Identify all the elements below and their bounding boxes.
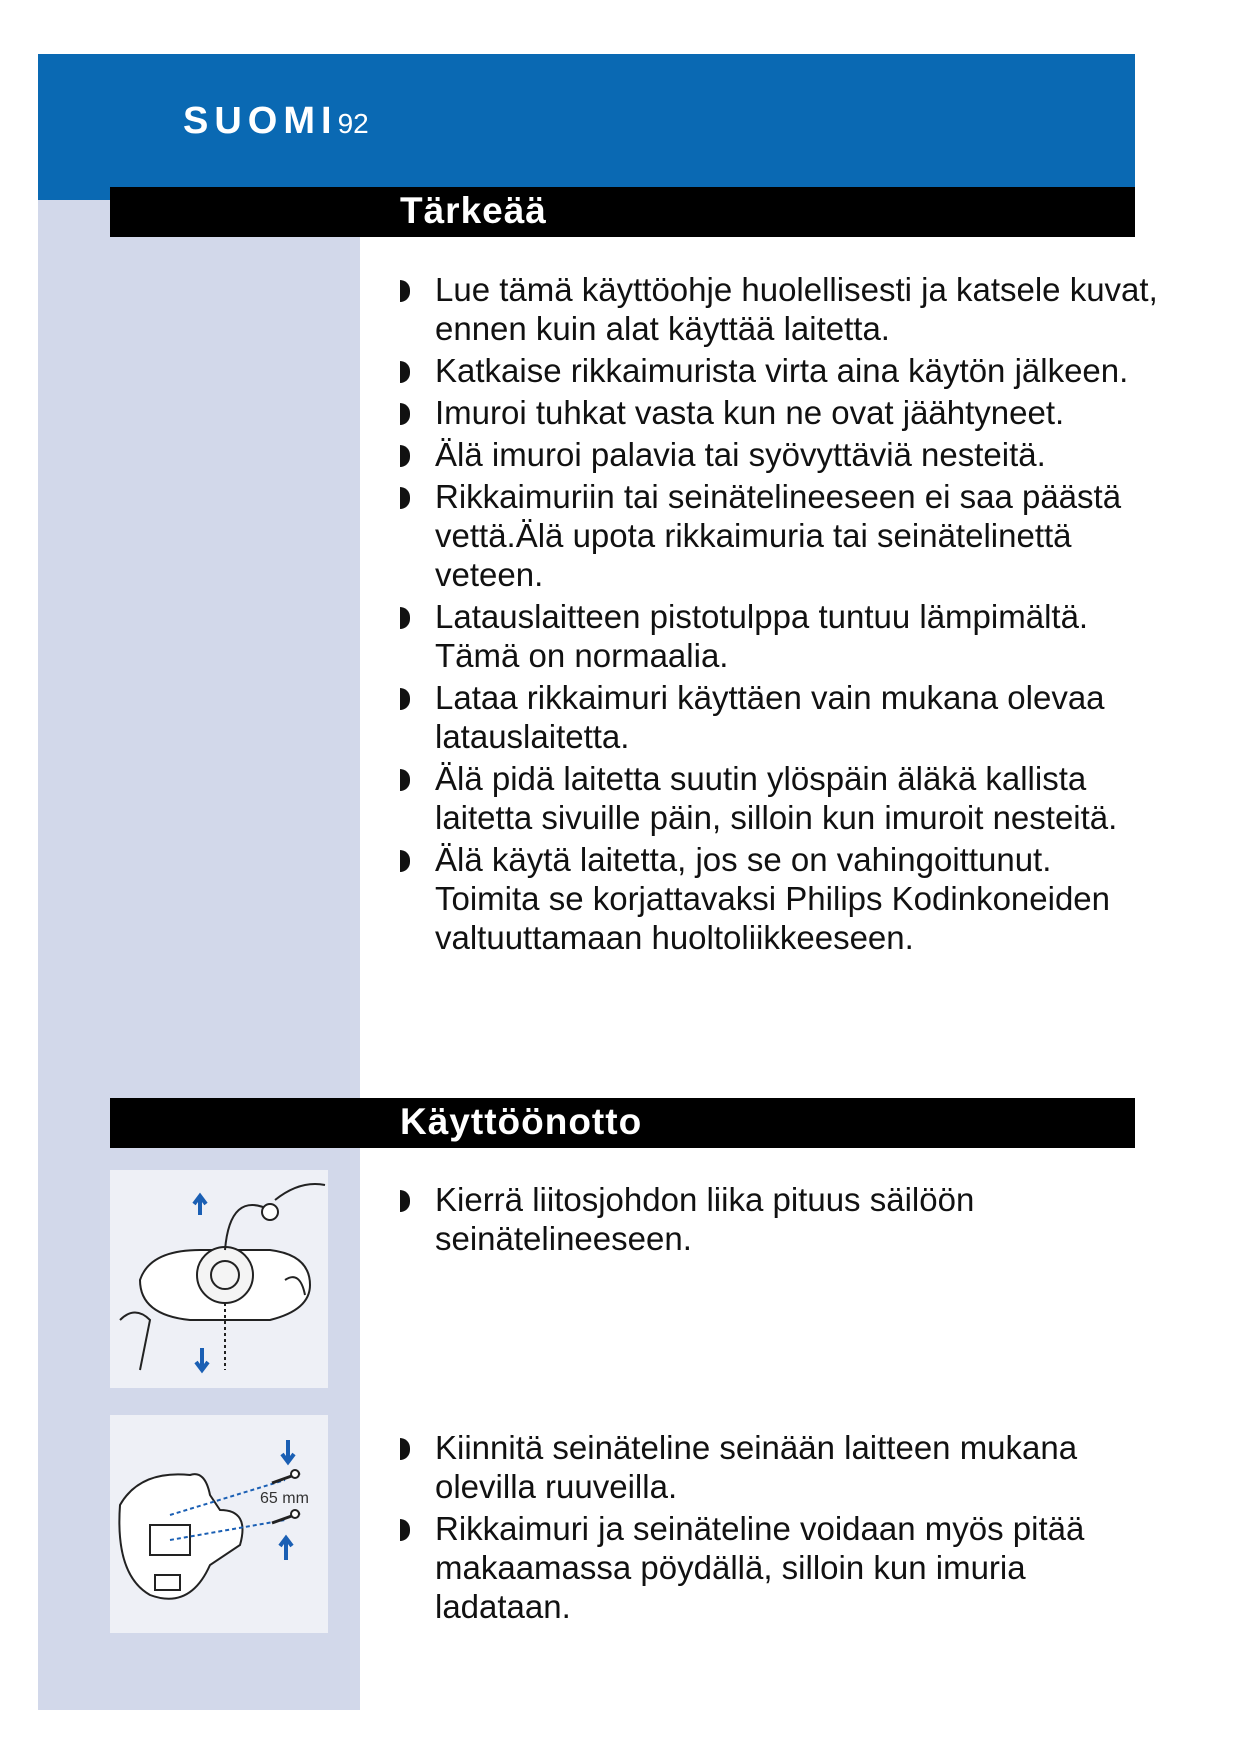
list-item: Katkaise rikkaimurista virta aina käytön jälkeen. bbox=[400, 351, 1160, 390]
dimension-label: 65 mm bbox=[260, 1490, 309, 1507]
section-bar-setup bbox=[110, 1098, 1135, 1148]
list-item: Älä pidä laitetta suutin ylöspäin äläkä kallista laitetta sivuille päin, silloin kun imuroit nesteitä. bbox=[400, 759, 1160, 837]
bullet-icon bbox=[400, 487, 410, 509]
bullet-icon bbox=[400, 850, 410, 872]
setup-list-2 bbox=[400, 1428, 1160, 1629]
bullet-icon bbox=[400, 403, 410, 425]
bullet-icon bbox=[400, 1438, 410, 1460]
list-item: Rikkaimuriin tai seinätelineeseen ei saa päästä vettä.Älä upota rikkaimuria tai seinätelinettä veteen. bbox=[400, 477, 1160, 594]
bullet-icon bbox=[400, 1519, 410, 1541]
bullet-icon bbox=[400, 688, 410, 710]
list-item: Kierrä liitosjohdon liika pituus säilöön seinätelineeseen. bbox=[400, 1180, 1160, 1258]
list-item: Rikkaimuri ja seinäteline voidaan myös pitää makaamassa pöydällä, silloin kun imuria ladataan. bbox=[400, 1509, 1160, 1626]
bullet-icon bbox=[400, 280, 410, 302]
bullet-icon bbox=[400, 1190, 410, 1212]
figure-wall-mounting bbox=[110, 1415, 328, 1633]
bullet-icon bbox=[400, 769, 410, 791]
bullet-icon bbox=[400, 445, 410, 467]
section-title-setup: Käyttöönotto bbox=[400, 1101, 643, 1142]
list-item: Imuroi tuhkat vasta kun ne ovat jäähtyneet. bbox=[400, 393, 1160, 432]
list-item: Lue tämä käyttöohje huolellisesti ja katsele kuvat, ennen kuin alat käyttää laitetta. bbox=[400, 270, 1160, 348]
page-language-label bbox=[183, 100, 369, 143]
list-item: Älä imuroi palavia tai syövyttäviä nesteitä. bbox=[400, 435, 1160, 474]
important-list bbox=[400, 270, 1160, 960]
cord-storage-illustration bbox=[110, 1170, 328, 1388]
bullet-icon bbox=[400, 607, 410, 629]
list-item: Kiinnitä seinäteline seinään laitteen mukana olevilla ruuveilla. bbox=[400, 1428, 1160, 1506]
page-number: 92 bbox=[337, 108, 369, 139]
setup-list-1 bbox=[400, 1180, 1160, 1261]
wall-mounting-illustration bbox=[110, 1415, 328, 1633]
section-bar-important bbox=[110, 187, 1135, 237]
list-item: Lataa rikkaimuri käyttäen vain mukana olevaa latauslaitetta. bbox=[400, 678, 1160, 756]
language-name: SUOMI bbox=[183, 100, 338, 142]
figure-cord-storage bbox=[110, 1170, 328, 1388]
bullet-icon bbox=[400, 361, 410, 383]
list-item: Latauslaitteen pistotulppa tuntuu lämpimältä. Tämä on normaalia. bbox=[400, 597, 1160, 675]
list-item: Älä käytä laitetta, jos se on vahingoittunut. Toimita se korjattavaksi Philips Kodinkoneiden valtuuttamaan huoltoliikkeeseen. bbox=[400, 840, 1160, 957]
section-title-important: Tärkeää bbox=[400, 190, 547, 231]
